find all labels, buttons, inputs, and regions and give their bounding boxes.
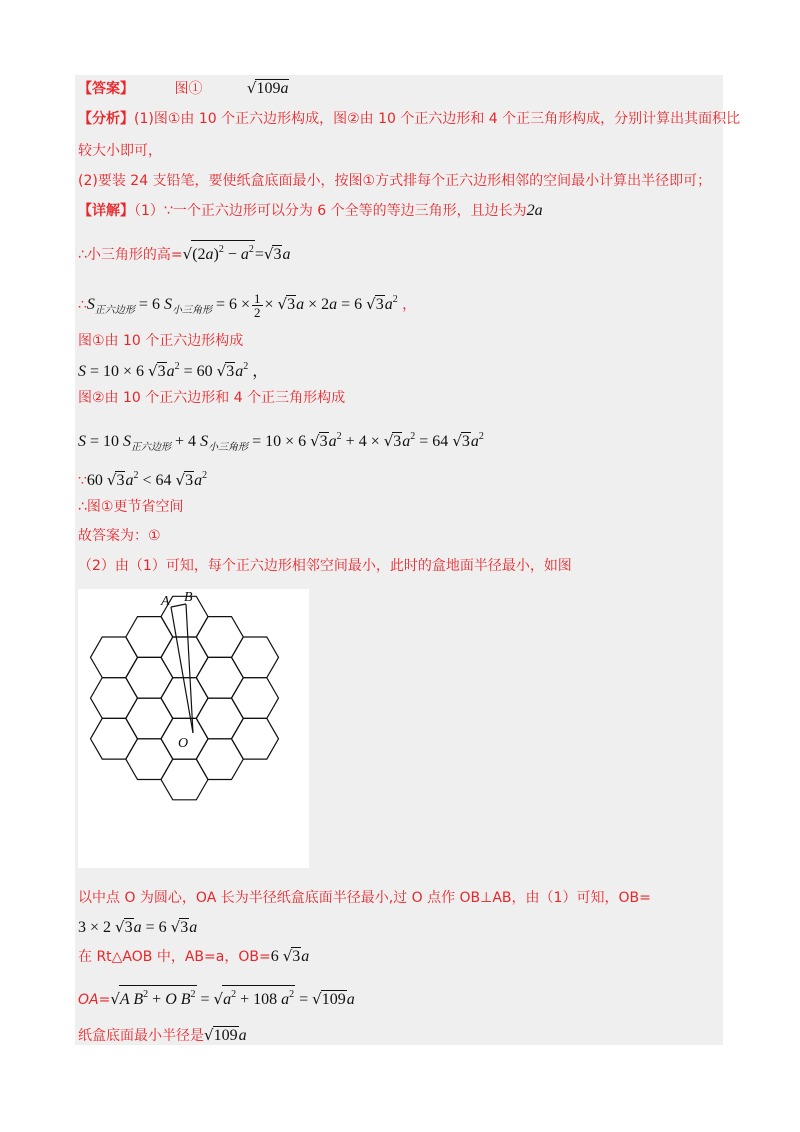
answer-row bbox=[78, 78, 289, 99]
hexagon-cell bbox=[126, 698, 173, 739]
hexagon-area-formula: $\therefore S_{正六边形} = 6$ $S_{小三角形} = 6$ × $\frac{1}{2}$ × √3a × 2a = 6 $√3a^2$ ， bbox=[78, 290, 417, 320]
detail-label: 【详解】 bbox=[78, 203, 134, 219]
hexagon-cell bbox=[232, 637, 279, 678]
answer-part1: 图① bbox=[174, 81, 203, 97]
hexagon-cell bbox=[232, 718, 279, 759]
hexagon-cell bbox=[232, 678, 279, 719]
analysis-label: 【分析】 bbox=[78, 111, 134, 127]
figure1-text: 图①由 10 个正六边形构成 bbox=[78, 333, 244, 349]
figure1-area-formula: S = 10 × 6 $√3a^2 = 60$ $√3a^2$ ， bbox=[78, 361, 269, 380]
hexagon-cell bbox=[126, 739, 173, 780]
hexagon-figure bbox=[78, 589, 309, 868]
hexagon-cell bbox=[91, 718, 138, 759]
part2-intro: （2）由（1）可知，每个正六边形相邻空间最小，此时的盒地面半径最小，如图 bbox=[78, 558, 572, 574]
analysis-text-1: (1)图①由 10 个正六边形构成，图②由 10 个正六边形和 4 个正三角形构成，分别计算出其面积比 bbox=[134, 111, 741, 127]
figure2-area-formula: S = 10 $S_{正六边形} + 4$ $S_{小三角形} = 10 \times 6$ $√3a^2 + 4 \times √3a^2 = 64$ $√3a^2$ bbox=[78, 431, 484, 453]
hexagon-cell bbox=[91, 678, 138, 719]
height-formula: ∴小三角形的高$=√(2a)^2 - a^2=√3a$ bbox=[78, 240, 290, 265]
conclusion-text: ∴图①更节省空间 bbox=[78, 499, 184, 515]
detail-intro: 【详解】（1）∵一个正六边形可以分为 6 个全等的等边三角形，且边长为2a bbox=[78, 202, 543, 219]
final-answer-line: 纸盒底面最小半径是√109a bbox=[78, 1026, 247, 1044]
answer-label: 【答案】 bbox=[78, 81, 134, 97]
analysis-line-2: 较大小即可， bbox=[78, 143, 162, 159]
hexagon-cell bbox=[196, 698, 243, 739]
label-a: A bbox=[161, 594, 170, 609]
analysis-line-1 bbox=[78, 109, 740, 129]
oa-formula: OA=√A $B^2 + O$ $B^2 = √a^2 + 108$ $a^2 = √109a$ bbox=[78, 985, 355, 1010]
answer-text: 故答案为：① bbox=[78, 528, 161, 544]
hexagon-cell bbox=[126, 617, 173, 658]
hexagon-cell bbox=[161, 637, 208, 678]
hexagon-cell bbox=[196, 657, 243, 698]
hexagon-diagram bbox=[78, 589, 309, 868]
answer-part2: √109a bbox=[246, 79, 289, 97]
hexagon-cell bbox=[161, 759, 208, 800]
comparison-formula: ∵60 $√3a^2 < 64$ $√3a^2$ bbox=[78, 470, 208, 489]
figure2-text: 图②由 10 个正六边形和 4 个正三角形构成 bbox=[78, 390, 346, 406]
hexagon-cell bbox=[196, 617, 243, 658]
ob-formula: 3 × 2 √3a = 6 √3a bbox=[78, 918, 198, 936]
hexagon-cell bbox=[126, 657, 173, 698]
analysis-line-3: (2)要装 24 支铅笔，要使纸盒底面最小，按图①方式排每个正六边形相邻的空间最小计算出半径即可； bbox=[78, 173, 712, 189]
hexagon-cell bbox=[196, 739, 243, 780]
label-o: O bbox=[178, 736, 189, 751]
hexagon-cell bbox=[91, 637, 138, 678]
center-text: 以中点 O 为圆心，OA 长为半径纸盒底面半径最小,过 O 点作 OB⊥AB，由（1）可知，OB= bbox=[78, 890, 651, 906]
side-length: 2a bbox=[526, 202, 543, 219]
rt-triangle-line: 在 Rt△AOB 中，AB=a，OB=6 √3a bbox=[78, 947, 310, 965]
label-b: B bbox=[184, 590, 193, 605]
